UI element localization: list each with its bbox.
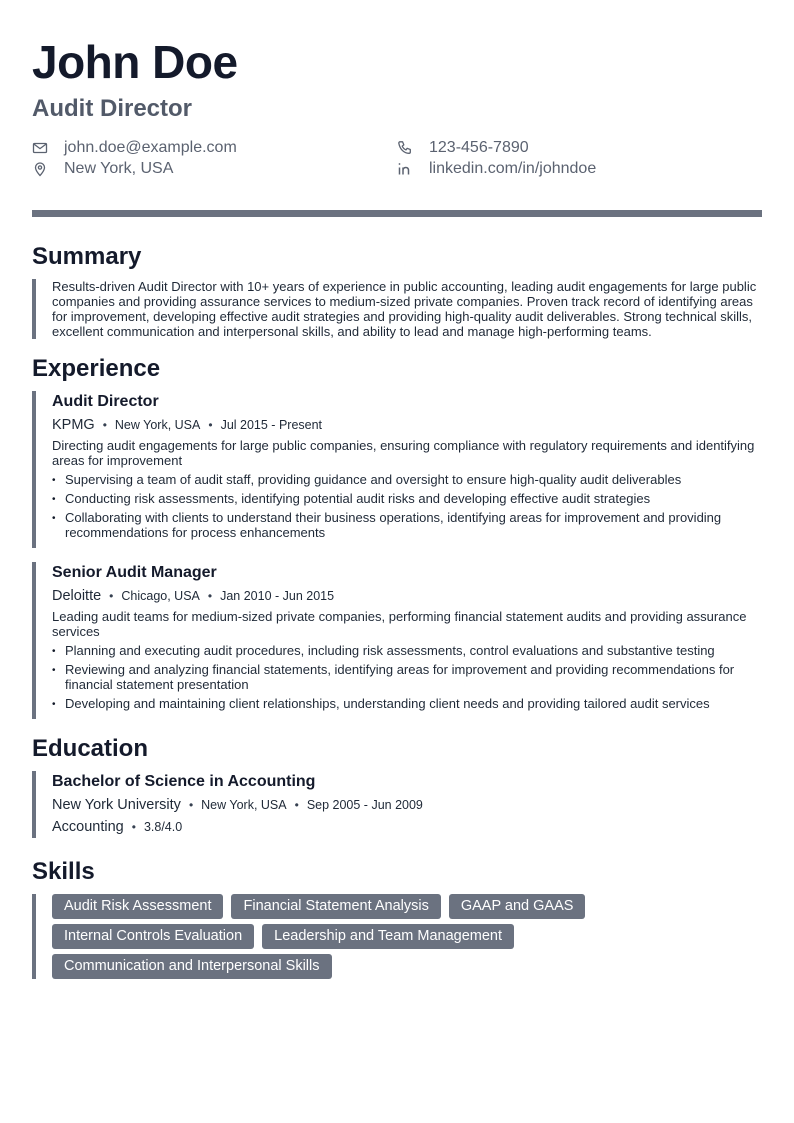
skills-block xyxy=(32,894,762,979)
list-item: • Collaborating with clients to understand their business operations, identifying areas for improvement and providing recommendations for process enhancements xyxy=(52,510,762,540)
list-item: • Supervising a team of audit staff, providing guidance and oversight to ensure high-quality audit deliverables xyxy=(52,472,762,487)
school-location: New York, USA xyxy=(201,798,287,812)
meta-separator: • xyxy=(109,589,114,603)
job-role: Audit Director xyxy=(52,393,159,410)
skill-chip: Communication and Interpersonal Skills xyxy=(52,954,332,979)
contact-linkedin[interactable] xyxy=(397,159,762,178)
job-meta xyxy=(52,587,762,605)
linkedin-icon xyxy=(397,161,413,177)
experience-heading: Experience xyxy=(32,355,161,382)
meta-separator: • xyxy=(208,418,213,432)
skill-chip: Internal Controls Evaluation xyxy=(52,924,254,949)
contact-list xyxy=(32,138,762,178)
list-item: • Conducting risk assessments, identifying potential audit risks and developing effective audit strategies xyxy=(52,491,762,506)
job-entry xyxy=(32,391,762,548)
job-description: Directing audit engagements for large public companies, ensuring compliance with regulatory requirements and identifying areas for improvement xyxy=(52,438,755,468)
job-entry xyxy=(32,562,762,719)
education-heading: Education xyxy=(32,735,149,762)
list-item: • Planning and executing audit procedures, including risk assessments, control evaluations and substantive testing xyxy=(52,643,762,658)
skill-chip: Financial Statement Analysis xyxy=(231,894,440,919)
job-location: Chicago, USA xyxy=(121,589,200,603)
job-bullets xyxy=(52,472,762,540)
summary-text: Results-driven Audit Director with 10+ years of experience in public accounting, leading audit engagements for large public companies and providing assurance services to medium-sized private companies. Proven track record of identifying areas for improvement, developing effective audit strategies and providing high-quality audit deliverables. Strong technical skills, excellent communication and interpersonal skills, and ability to lead and manage high-performing teams. xyxy=(32,279,762,339)
phone-icon xyxy=(397,140,413,156)
header-divider xyxy=(32,210,762,217)
skills-list xyxy=(52,894,612,979)
job-role: Senior Audit Manager xyxy=(52,564,217,581)
skill-chip: Leadership and Team Management xyxy=(262,924,514,949)
list-item: • Developing and maintaining client relationships, understanding client needs and providing tailored audit services xyxy=(52,696,762,711)
map-pin-icon xyxy=(32,161,48,177)
job-dates: Jul 2015 - Present xyxy=(220,418,323,432)
email-text: john.doe@example.com xyxy=(64,138,237,156)
job-bullets xyxy=(52,643,762,711)
education-dates: Sep 2005 - Jun 2009 xyxy=(306,798,423,812)
contact-email[interactable] xyxy=(32,138,397,157)
gpa: 3.8/4.0 xyxy=(143,820,183,834)
summary-heading: Summary xyxy=(32,243,142,270)
meta-separator: • xyxy=(102,418,107,432)
candidate-name: John Doe xyxy=(32,36,238,88)
school-name: New York University xyxy=(52,797,181,813)
meta-separator: • xyxy=(294,798,299,812)
contact-phone[interactable] xyxy=(397,138,762,157)
job-dates: Jan 2010 - Jun 2015 xyxy=(220,589,335,603)
education-entry xyxy=(32,771,762,838)
linkedin-text: linkedin.com/in/johndoe xyxy=(429,159,597,177)
job-meta xyxy=(52,416,762,434)
skill-chip: GAAP and GAAS xyxy=(449,894,586,919)
job-company: KPMG xyxy=(52,417,95,433)
skill-chip: Audit Risk Assessment xyxy=(52,894,223,919)
location-text: New York, USA xyxy=(64,159,174,177)
phone-text: 123-456-7890 xyxy=(429,138,529,156)
job-description: Leading audit teams for medium-sized private companies, performing financial statement audits and providing assurance services xyxy=(52,609,747,639)
meta-separator: • xyxy=(207,589,213,603)
candidate-title: Audit Director xyxy=(32,95,193,122)
meta-separator: • xyxy=(188,798,194,812)
job-location: New York, USA xyxy=(114,418,201,432)
education-meta xyxy=(52,796,762,814)
job-company: Deloitte xyxy=(52,588,102,604)
education-details xyxy=(52,818,762,836)
skills-heading: Skills xyxy=(32,858,95,885)
meta-separator: • xyxy=(131,820,136,834)
mail-icon xyxy=(32,140,48,156)
field-of-study: Accounting xyxy=(52,819,124,835)
contact-location xyxy=(32,159,397,178)
list-item: • Reviewing and analyzing financial statements, identifying areas for improvement and providing recommendations for financial statement presentation xyxy=(52,662,762,692)
degree: Bachelor of Science in Accounting xyxy=(52,773,316,790)
